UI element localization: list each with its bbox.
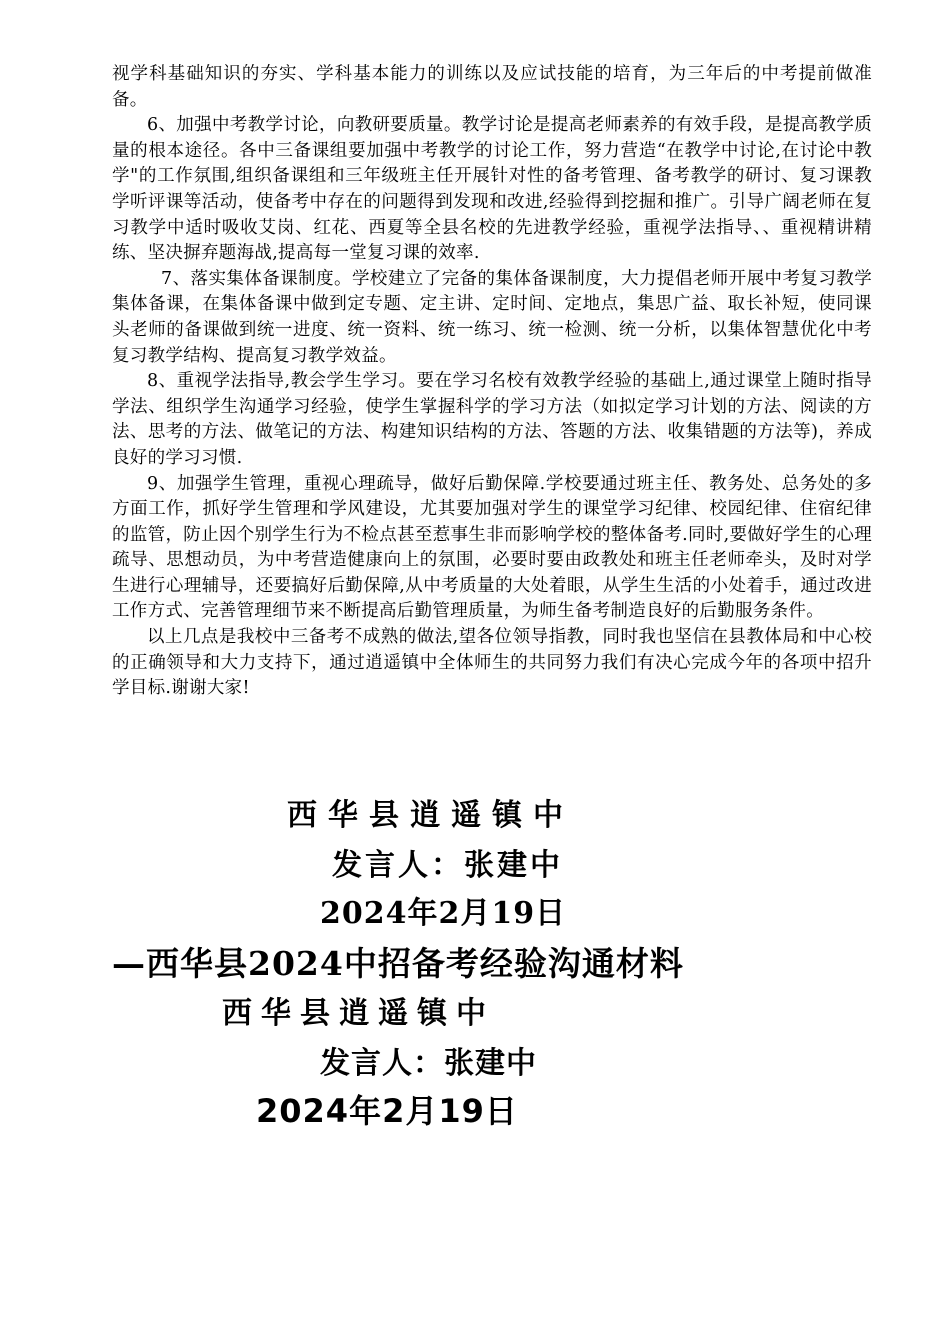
document-title: —西华县2024中招备考经验沟通材料 (112, 944, 684, 983)
paragraph-item-6: 6、加强中考教学讨论，向教研要质量。教学讨论是提高老师素养的有效手段，是提高教学质量的根本途径。各中三备课组要加强中考教学的讨论工作，努力营造“在教学中讨论,在讨论中教学"的工作氛围,组织备课组和三年级班主任开展针对性的备考管理、备考教学的研讨、复习课教学听评课等活动，使备考中存在的问题得到发现和改进,经验得到挖掘和推广。引导广阔老师在复习教学中适时吸收艾岗、红花、西夏等全县名校的先进教学经验，重视学法指导、、重视精讲精练、坚决摒弃题海战,提高每一堂复习课的效率. (112, 115, 872, 264)
paragraph-item-9: 9、加强学生管理，重视心理疏导，做好后勤保障.学校要通过班主任、教务处、总务处的多方面工作，抓好学生管理和学风建设，尤其要加强对学生的课堂学习纪律、校园纪律、住宿纪律的监管，防止因个别学生行为不检点甚至惹事生非而影响学校的整体备考.同时,要做好学生的心理疏导、思想动员，为中考营造健康向上的氛围，必要时要由政教处和班主任老师牵头，及时对学生进行心理辅导，还要搞好后勤保障,从中考质量的大处着眼，从学生生活的小处着手，通过改进工作方式、完善管理细节来不断提高后勤管理质量，为师生备考制造良好的后勤服务条件。 (112, 473, 872, 622)
signature-date: 2024年2月19日 (320, 896, 567, 931)
signature-speaker: 发言人：张建中 (332, 848, 563, 883)
paragraph-continuation: 视学科基础知识的夯实、学科基本能力的训练以及应试技能的培育，为三年后的中考提前做准备。 (112, 64, 872, 110)
signature-date-repeat: 2024年2月19日 (256, 1092, 518, 1130)
paragraph-closing: 以上几点是我校中三备考不成熟的做法,望各位领导指教，同时我也坚信在县教体局和中心校的正确领导和大力支持下，通过逍遥镇中全体师生的共同努力我们有决心完成今年的各项中招升学目标.谢谢大家! (112, 627, 872, 699)
document-body (112, 62, 872, 702)
paragraph-item-8: 8、重视学法指导,教会学生学习。要在学习名校有效教学经验的基础上,通过课堂上随时指导学法、组织学生沟通学习经验，使学生掌握科学的学习方法（如拟定学习计划的方法、阅读的方法、思考的方法、做笔记的方法、构建知识结构的方法、答题的方法、收集错题的方法等)，养成良好的学习习惯. (112, 371, 872, 468)
signature-school: 西华县逍遥镇中 (287, 798, 574, 833)
signature-school-repeat: 西华县逍遥镇中 (222, 996, 495, 1031)
signature-speaker-repeat: 发言人：张建中 (320, 1046, 537, 1081)
paragraph-item-7: 7、落实集体备课制度。学校建立了完备的集体备课制度，大力提倡老师开展中考复习教学集体备课，在集体备课中做到定专题、定主讲、定时间、定地点，集思广益、取长补短，使同课头老师的备课做到统一进度、统一资料、统一练习、统一检测、统一分析，以集体智慧优化中考复习教学结构、提高复习教学效益。 (112, 268, 872, 366)
